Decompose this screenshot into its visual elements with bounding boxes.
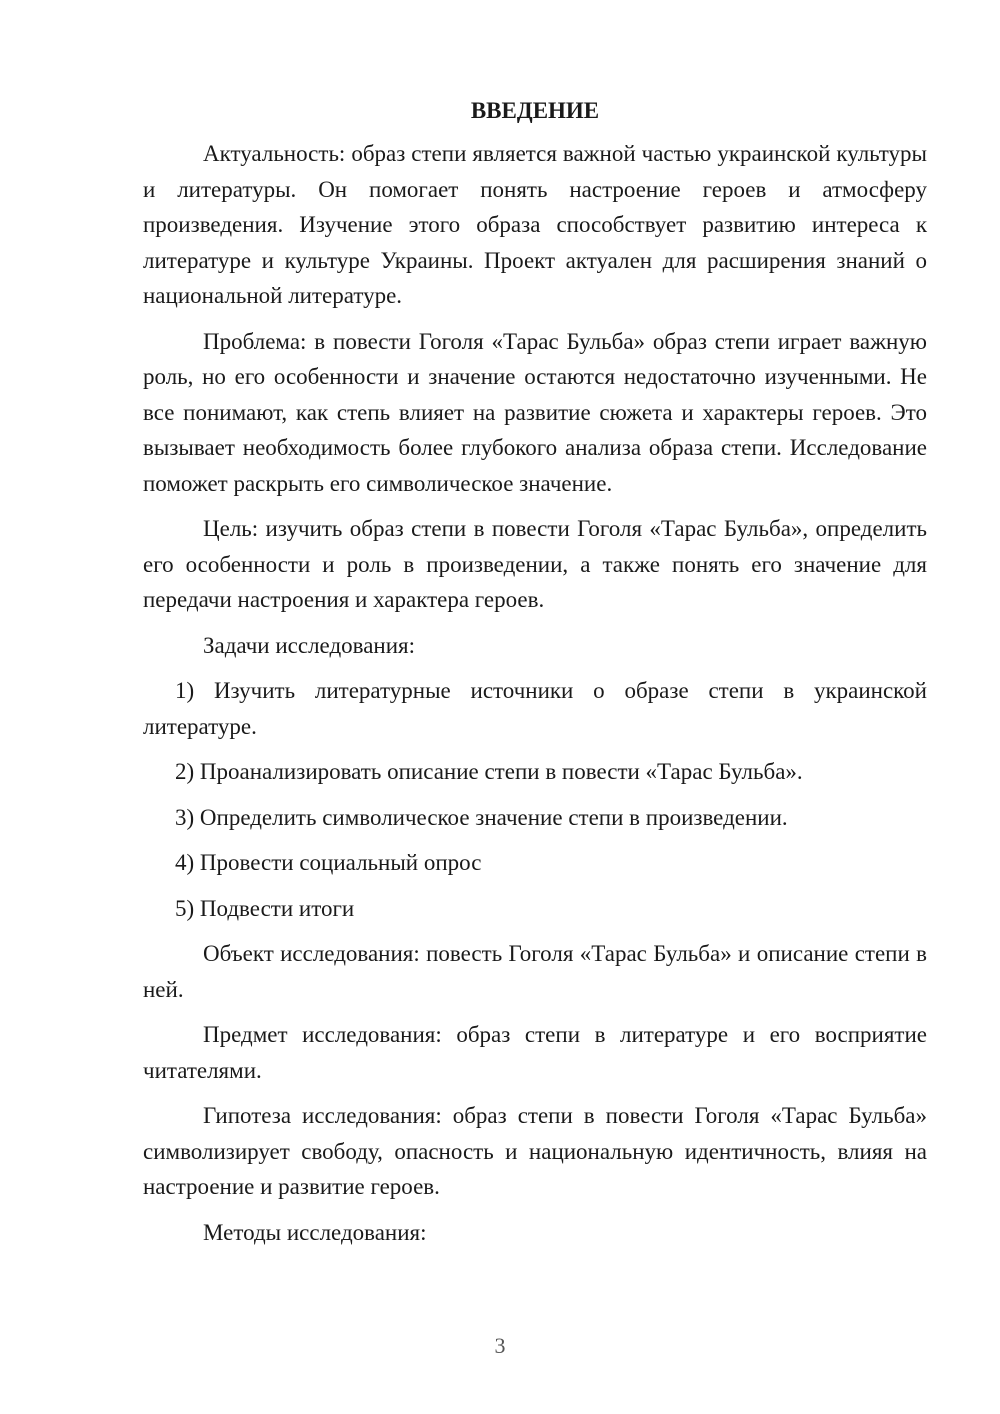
task-item: 3) Определить символическое значение степи в произведении. bbox=[175, 804, 788, 830]
page-number: 3 bbox=[494, 1333, 506, 1358]
page-title: ВВЕДЕНИЕ bbox=[470, 98, 600, 123]
task-item: 5) Подвести итоги bbox=[175, 895, 355, 921]
task-item: 1) Изучить литературные источники о образе степи в украинской литературе. bbox=[143, 678, 927, 739]
subject-paragraph: Предмет исследования: образ степи в литературе и его восприятие читателями. bbox=[143, 1022, 927, 1083]
methods-heading: Методы исследования: bbox=[203, 1219, 427, 1245]
tasks-heading: Задачи исследования: bbox=[203, 632, 416, 658]
problem-paragraph: Проблема: в повести Гоголя «Тарас Бульба» образ степи играет важную роль, но его особенности и значение остаются недостаточно изученными. Не все понимают, как степь влияет на развитие сюжета и характеры героев. Это вызывает необходимость более глубокого анализа образа степи. Исследование поможет раскрыть его символическое значение. bbox=[143, 328, 927, 496]
object-paragraph: Объект исследования: повесть Гоголя «Тарас Бульба» и описание степи в ней. bbox=[143, 941, 927, 1002]
task-item: 4) Провести социальный опрос bbox=[175, 850, 482, 875]
relevance-paragraph: Актуальность: образ степи является важной частью украинской культуры и литературы. Он помогает понять настроение героев и атмосферу произведения. Изучение этого образа способствует развитию интереса к литературе и культуре Украины. Проект актуален для расширения знаний о национальной литературе. bbox=[143, 141, 927, 308]
task-item: 2) Проанализировать описание степи в повести «Тарас Бульба». bbox=[175, 759, 803, 784]
document-page bbox=[143, 96, 927, 1260]
goal-paragraph: Цель: изучить образ степи в повести Гоголя «Тарас Бульба», определить его особенности и роль в произведении, а также понять его значение для передачи настроения и характера героев. bbox=[143, 516, 927, 612]
hypothesis-paragraph: Гипотеза исследования: образ степи в повести Гоголя «Тарас Бульба» символизирует свободу, опасность и национальную идентичность, влияя на настроение и развитие героев. bbox=[143, 1103, 927, 1199]
